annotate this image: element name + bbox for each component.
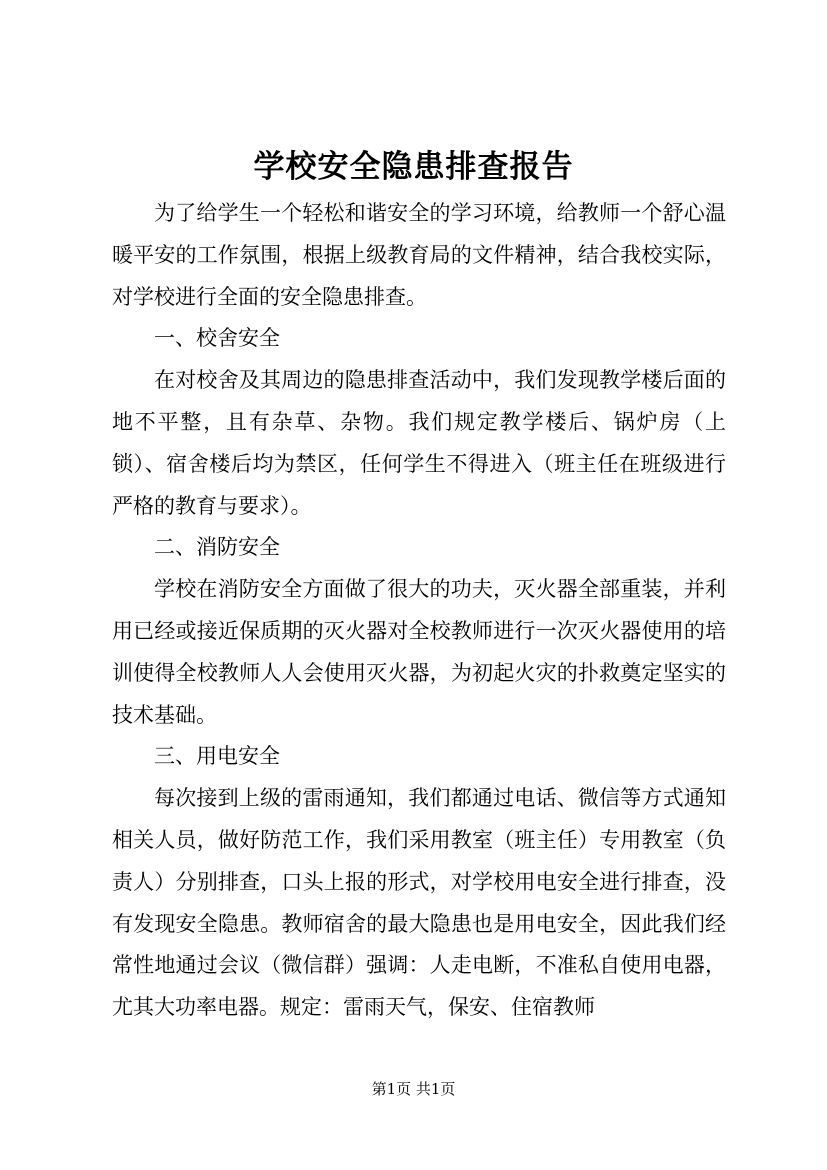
section-heading-building-safety: 一、校舍安全 bbox=[154, 326, 280, 351]
section-heading-electrical-safety: 三、用电安全 bbox=[154, 744, 280, 769]
intro-paragraph: 为了给学生一个轻松和谐安全的学习环境，给教师一个舒心温暖平安的工作氛围，根据上级教育局的文件精神，结合我校实际，对学校进行全面的安全隐患排查。 bbox=[112, 201, 726, 309]
electrical-safety-paragraph: 每次接到上级的雷雨通知，我们都通过电话、微信等方式通知相关人员，做好防范工作，我们采用教室（班主任）专用教室（负责人）分别排查，口头上报的形式，对学校用电安全进行排查，没有发现安全隐患。教师宿舍的最大隐患也是用电安全，因此我们经常性地通过会议（微信群）强调：人走电断，不准私自使用电器，尤其大功率电器。规定：雷雨天气，保安、住宿教师 bbox=[112, 786, 726, 1020]
page-number-footer: 第1页 共1页 bbox=[371, 1080, 456, 1098]
section-heading-fire-safety: 二、消防安全 bbox=[154, 535, 280, 560]
fire-safety-paragraph: 学校在消防安全方面做了很大的功夫，灭火器全部重装，并利用已经或接近保质期的灭火器对全校教师进行一次灭火器使用的培训使得全校教师人人会使用灭火器，为初起火灾的扑救奠定坚实的技术基础。 bbox=[112, 577, 726, 727]
document-title: 学校安全隐患排查报告 bbox=[253, 149, 574, 185]
document-body bbox=[112, 193, 726, 1029]
building-safety-paragraph: 在对校舍及其周边的隐患排查活动中，我们发现教学楼后面的地不平整，且有杂草、杂物。我们规定教学楼后、锅炉房（上锁）、宿舍楼后均为禁区，任何学生不得进入（班主任在班级进行严格的教育与要求）。 bbox=[112, 368, 726, 518]
